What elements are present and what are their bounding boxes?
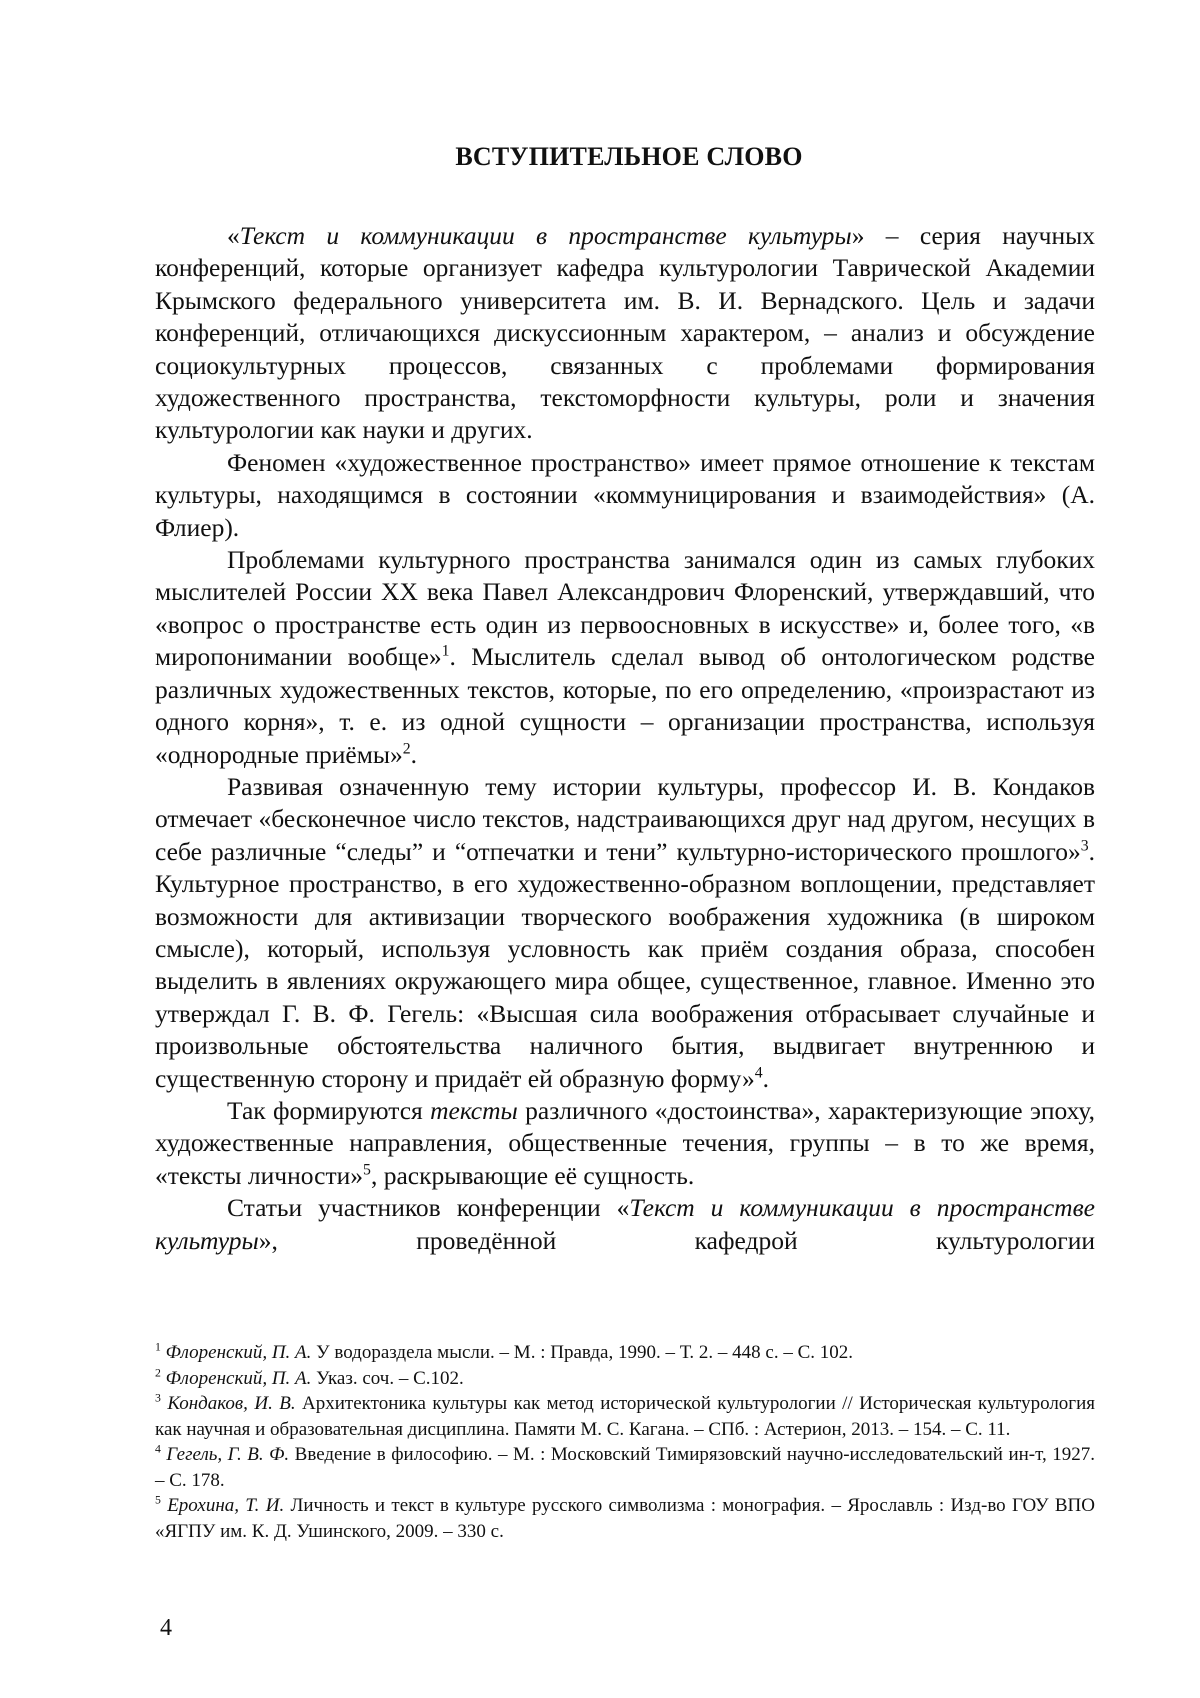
footnote-2 (155, 1366, 1095, 1392)
footnote-3 (155, 1391, 1095, 1442)
page-number: 4 (160, 1615, 172, 1641)
paragraph-5-text: различного «достоинства», характеризующие эпоху, художественные направления, общественные течения, группы – в то же время, «тексты личности» (155, 1095, 1096, 1190)
footnote-1 (155, 1340, 1095, 1366)
footnote-ref-1[interactable]: 1 (441, 642, 450, 660)
footnote-ref-2[interactable]: 2 (402, 740, 411, 757)
conference-title-italic: Текст и коммуникации в пространстве культуры (239, 221, 852, 250)
open-quote: « (227, 221, 240, 250)
texts-italic: тексты (430, 1095, 518, 1125)
paragraph-4-text: . (762, 1063, 770, 1093)
footnote-4 (155, 1442, 1095, 1493)
paragraph-6-text: », проведённой кафедрой культурологии (258, 1225, 1095, 1255)
footnote-ref-4[interactable]: 4 (754, 1064, 763, 1082)
footnote-ref-3[interactable]: 3 (1080, 837, 1089, 855)
paragraph-5 (155, 1095, 1095, 1192)
page-title: ВСТУПИТЕЛЬНОЕ СЛОВО (455, 142, 803, 171)
footnote-number: 5 (155, 1493, 161, 1507)
footnote-number: 2 (155, 1366, 161, 1380)
footnote-number: 3 (155, 1391, 161, 1405)
paragraph-1-text: » – серия научных конференций, которые организует кафедра культурологии Таврической Академии Крымского федерального университета им. В. И. Вернадского. Цель и задачи конференций, отличающихся дискуссионным характером, – анализ и обсуждение социокультурных процессов, связанных с проблемами формирования художественного пространства, текстоморфности культуры, роли и значения культурологии как науки и других. (155, 221, 1095, 445)
footnote-author: Кондаков, И. В. (167, 1393, 296, 1414)
paragraph-3-text: . (410, 739, 418, 769)
footnote-text: Архитектоника культуры как метод исторической культурологии // Историческая культурология как научная и образовательная дисциплина. Памяти М. С. Кагана. – СПб. : Астерион, 2013. – 154. – С. 11. (155, 1393, 1096, 1440)
footnote-text: Личность и текст в культуре русского символизма : монография. – Ярославль : Изд-во ГОУ ВПО «ЯГПУ им. К. Д. Ушинского, 2009. – 330 с. (155, 1495, 1095, 1542)
footnote-text: Указ. соч. – С.102. (311, 1367, 464, 1389)
paragraph-6-text: Статьи участников конференции « (227, 1193, 630, 1223)
paragraph-2: Феномен «художественное пространство» имеет прямое отношение к текстам культуры, находящимся в состоянии «коммуницирования и взаимодействия» (А. Флиер). (155, 447, 1095, 542)
paragraph-6 (155, 1192, 1095, 1257)
paragraph-5-text: Так формируются (227, 1095, 431, 1125)
footnote-5 (155, 1493, 1095, 1544)
footnote-text: У водораздела мысли. – М. : Правда, 1990. – Т. 2. – 448 с. – С. 102. (311, 1342, 854, 1363)
footnote-text: Введение в философию. – М. : Московский Тимирязовский научно-исследовательский ин-т, 1927. – С. 178. (155, 1444, 1096, 1491)
footnote-author: Флоренский, П. А. (165, 1342, 312, 1363)
footnote-number: 4 (155, 1442, 161, 1456)
footnote-author: Флоренский, П. А. (165, 1367, 312, 1389)
footnote-ref-5[interactable]: 5 (363, 1161, 371, 1179)
footnote-author: Гегель, Г. В. Ф. (166, 1444, 290, 1465)
footnote-number: 1 (155, 1340, 161, 1354)
paragraph-3 (155, 544, 1095, 771)
paragraph-3-text: . Мыслитель сделал вывод об онтологическом родстве различных художественных текстов, которые, по его определению, «произрастают из одного корня», т. е. из одной сущности – организации пространства, используя «однородные приёмы» (155, 642, 1095, 769)
paragraph-1 (155, 220, 1095, 447)
paragraph-5-text: , раскрывающие её сущность. (370, 1160, 695, 1190)
footnotes (155, 1340, 1095, 1544)
paragraph-4-text: . Культурное пространство, в его художественно-образном воплощении, представляет возможности для активизации творческого воображения художника (в широком смысле), который, используя условность как приём создания образа, способен выделить в явлениях окружающего мира общее, существенное, главное. Именно это утверждал Г. В. Ф. Гегель: «Высшая сила воображения отбрасывает случайные и произвольные обстоятельства наличного бытия, выдвигает внутреннюю и существенную сторону и придаёт ей образную форму» (155, 836, 1095, 1093)
main-text (155, 220, 1095, 1257)
paragraph-4-text: Развивая означенную тему истории культуры, профессор И. В. Кондаков отмечает «бесконечное число текстов, надстраивающихся друг над другом, несущих в себе различные “следы” и “отпечатки и тени” культурно-исторического прошлого» (155, 771, 1095, 866)
paragraph-4 (155, 771, 1095, 1095)
footnote-author: Ерохина, Т. И. (167, 1495, 285, 1516)
paragraph-3-text: Проблемами культурного пространства занимался один из самых глубоких мыслителей России XX века Павел Александрович Флоренский, утверждавший, что «вопрос о пространстве есть один из первоосновных в искусстве» и, более того, «в миропонимании вообще» (155, 545, 1095, 672)
conference-title-italic: Текст и коммуникации в пространстве культуры (155, 1193, 1095, 1255)
